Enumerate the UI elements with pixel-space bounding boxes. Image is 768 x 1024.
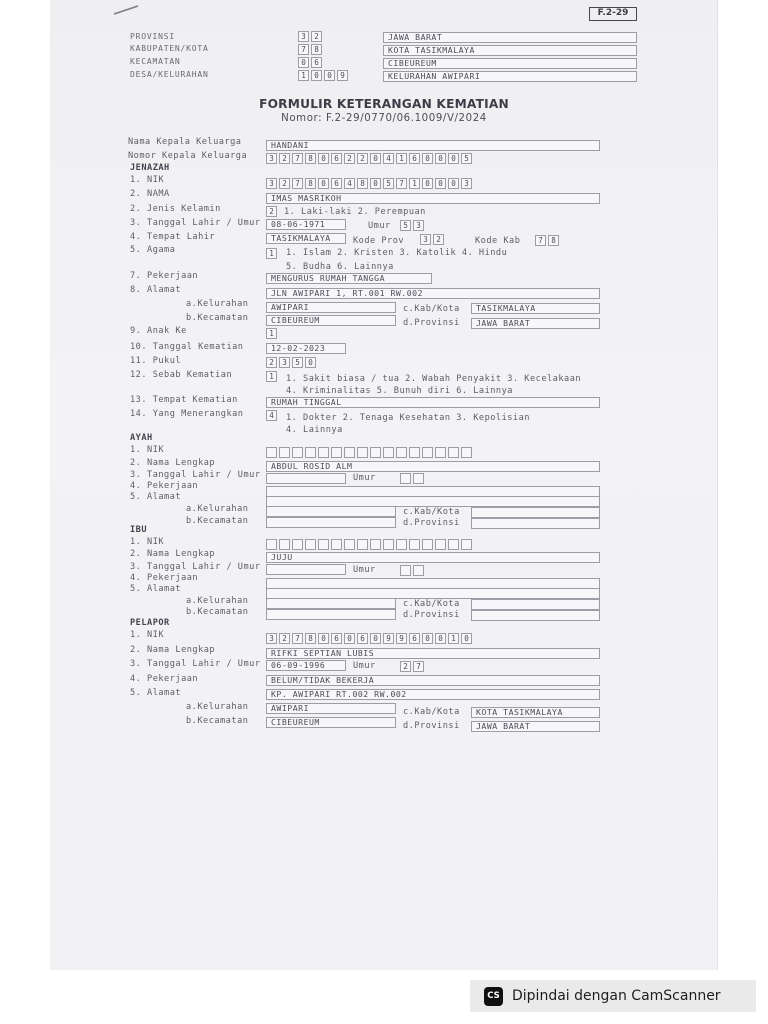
digit-box: 5 — [292, 357, 303, 368]
header-value-kecamatan: CIBEUREUM — [383, 58, 637, 69]
digit-box-empty — [292, 447, 303, 458]
digit-box-empty — [413, 473, 424, 484]
digit-box-empty — [331, 539, 342, 550]
value-ibu-kab — [471, 599, 600, 610]
digit-box: 1 — [409, 178, 420, 189]
label-jenis-kelamin: 2. Jenis Kelamin — [130, 204, 221, 214]
header-label-kecamatan: KECAMATAN — [130, 57, 181, 66]
value-ayah-kecamatan — [266, 517, 396, 528]
value-pelapor-nik — [266, 633, 474, 644]
value-pelapor-pekerjaan: BELUM/TIDAK BEKERJA — [266, 675, 600, 686]
pen-mark-icon — [112, 4, 140, 16]
digit-box: 9 — [337, 70, 348, 81]
digit-box: 7 — [298, 44, 309, 55]
label-ibu-kab: c.Kab/Kota — [403, 599, 460, 609]
label-ayah-provinsi: d.Provinsi — [403, 518, 460, 528]
value-pelapor-umur — [400, 661, 426, 672]
digit-box: 0 — [435, 178, 446, 189]
digit-box: 0 — [370, 178, 381, 189]
value-jenis-kelamin — [266, 206, 279, 217]
label-pelapor-ttl: 3. Tanggal Lahir / Umur — [130, 659, 261, 669]
header-code-desa — [298, 70, 350, 81]
value-sebab-kematian — [266, 371, 279, 382]
value-kode-prov — [420, 234, 446, 245]
label-ayah-kelurahan: a.Kelurahan — [186, 504, 249, 514]
label-kecamatan: b.Kecamatan — [186, 313, 249, 323]
digit-box: 0 — [344, 633, 355, 644]
digit-box-empty — [461, 539, 472, 550]
header-label-desa: DESA/KELURAHAN — [130, 70, 209, 79]
label-pelapor-umur: Umur — [353, 661, 376, 671]
header-value-provinsi: JAWA BARAT — [383, 32, 637, 43]
value-pelapor-nama: RIFKI SEPTIAN LUBIS — [266, 648, 600, 659]
digit-box: 8 — [305, 178, 316, 189]
header-value-desa: KELURAHAN AWIPARI — [383, 71, 637, 82]
digit-box: 2 — [433, 234, 444, 245]
label-ayah-alamat: 5. Alamat — [130, 492, 182, 502]
value-pelapor-alamat: KP. AWIPARI RT.002 RW.002 — [266, 689, 600, 700]
label-kab-kota: c.Kab/Kota — [403, 304, 460, 314]
digit-box: 3 — [279, 357, 290, 368]
digit-box-empty — [383, 539, 394, 550]
digit-box-empty — [422, 447, 433, 458]
label-ayah-kecamatan: b.Kecamatan — [186, 516, 249, 526]
value-ibu-kecamatan — [266, 609, 396, 620]
digit-box: 0 — [324, 70, 335, 81]
header-code-provinsi — [298, 31, 324, 42]
digit-box-empty — [357, 539, 368, 550]
value-ibu-umur — [400, 565, 426, 576]
digit-box-empty — [413, 565, 424, 576]
value-jenazah-umur — [400, 220, 426, 231]
camscanner-watermark — [470, 980, 756, 1012]
digit-box: 3 — [420, 234, 431, 245]
digit-box-empty — [305, 447, 316, 458]
digit-box-empty — [318, 447, 329, 458]
digit-box: 8 — [305, 153, 316, 164]
value-tempat-kematian: RUMAH TINGGAL — [266, 397, 600, 408]
digit-box: 0 — [318, 178, 329, 189]
form-title: FORMULIR KETERANGAN KEMATIAN — [259, 97, 509, 111]
digit-box: 6 — [311, 57, 322, 68]
digit-box: 6 — [409, 153, 420, 164]
digit-box: 2 — [311, 31, 322, 42]
value-yang-menerangkan — [266, 410, 279, 421]
digit-box: 2 — [279, 153, 290, 164]
digit-box: 0 — [311, 70, 322, 81]
digit-box: 2 — [266, 206, 277, 217]
value-jenazah-nik — [266, 178, 474, 189]
options-agama-2: 5. Budha 6. Lainnya — [286, 262, 394, 272]
digit-box-empty — [344, 539, 355, 550]
digit-box-empty — [435, 447, 446, 458]
value-jenazah-ttl: 08-06-1971 — [266, 219, 346, 230]
camscanner-text: Dipindai dengan CamScanner — [512, 988, 721, 1004]
digit-box-empty — [448, 447, 459, 458]
digit-box: 0 — [422, 633, 433, 644]
label-ibu-pekerjaan: 4. Pekerjaan — [130, 573, 199, 583]
digit-box: 4 — [344, 178, 355, 189]
value-anak-ke — [266, 328, 279, 339]
digit-box: 6 — [357, 633, 368, 644]
digit-box: 0 — [305, 357, 316, 368]
value-ayah-nik — [266, 447, 474, 458]
value-ibu-provinsi — [471, 610, 600, 621]
value-pelapor-ttl: 06-09-1996 — [266, 660, 346, 671]
value-nomor-kepala — [266, 153, 474, 164]
label-ayah-ttl: 3. Tanggal Lahir / Umur — [130, 470, 261, 480]
digit-box: 2 — [357, 153, 368, 164]
digit-box: 0 — [422, 153, 433, 164]
digit-box-empty — [292, 539, 303, 550]
digit-box: 8 — [357, 178, 368, 189]
label-pelapor-nik: 1. NIK — [130, 630, 165, 640]
options-sebab-2: 4. Kriminalitas 5. Bunuh diri 6. Lainnya — [286, 386, 513, 396]
label-pelapor-provinsi: d.Provinsi — [403, 721, 460, 731]
options-agama-1: 1. Islam 2. Kristen 3. Katolik 4. Hindu — [286, 248, 508, 258]
label-ibu-kecamatan: b.Kecamatan — [186, 607, 249, 617]
digit-box: 1 — [266, 328, 277, 339]
form-number: Nomor: F.2-29/0770/06.1009/V/2024 — [281, 113, 487, 124]
header-label-provinsi: PROVINSI — [130, 32, 175, 41]
digit-box: 5 — [461, 153, 472, 164]
label-yang-menerangkan: 14. Yang Menerangkan — [130, 409, 244, 419]
label-nomor-kepala: Nomor Kepala Keluarga — [128, 151, 248, 161]
digit-box: 0 — [461, 633, 472, 644]
label-pelapor-kelurahan: a.Kelurahan — [186, 702, 249, 712]
label-ayah-nama: 2. Nama Lengkap — [130, 458, 216, 468]
label-ibu-provinsi: d.Provinsi — [403, 610, 460, 620]
label-provinsi: d.Provinsi — [403, 318, 460, 328]
digit-box-empty — [400, 565, 411, 576]
digit-box-empty — [370, 539, 381, 550]
value-ayah-ttl — [266, 473, 346, 484]
digit-box-empty — [383, 447, 394, 458]
digit-box-empty — [318, 539, 329, 550]
label-jenazah-nama: 2. NAMA — [130, 189, 170, 199]
label-ibu-nama: 2. Nama Lengkap — [130, 549, 216, 559]
value-pukul — [266, 357, 318, 368]
digit-box-empty — [409, 447, 420, 458]
label-ibu-umur: Umur — [353, 565, 376, 575]
digit-box: 1 — [266, 248, 277, 259]
digit-box-empty — [279, 447, 290, 458]
value-kab-kota: TASIKMALAYA — [471, 303, 600, 314]
digit-box: 1 — [448, 633, 459, 644]
label-pelapor-kecamatan: b.Kecamatan — [186, 716, 249, 726]
digit-box: 2 — [279, 178, 290, 189]
digit-box: 5 — [400, 220, 411, 231]
value-ibu-nama: JUJU — [266, 552, 600, 563]
digit-box: 0 — [318, 153, 329, 164]
value-pekerjaan: MENGURUS RUMAH TANGGA — [266, 273, 432, 284]
section-ayah: AYAH — [130, 433, 153, 443]
label-tempat-lahir: 4. Tempat Lahir — [130, 232, 216, 242]
digit-box-empty — [422, 539, 433, 550]
digit-box: 0 — [435, 153, 446, 164]
digit-box: 6 — [409, 633, 420, 644]
label-ibu-ttl: 3. Tanggal Lahir / Umur — [130, 562, 261, 572]
digit-box: 1 — [396, 153, 407, 164]
section-jenazah: JENAZAH — [130, 163, 170, 173]
digit-box: 6 — [331, 178, 342, 189]
digit-box: 1 — [298, 70, 309, 81]
label-kelurahan: a.Kelurahan — [186, 299, 249, 309]
digit-box: 3 — [266, 178, 277, 189]
digit-box-empty — [357, 447, 368, 458]
camscanner-logo-icon: CS — [484, 987, 503, 1006]
header-label-kabupaten: KABUPATEN/KOTA — [130, 44, 209, 53]
label-alamat: 8. Alamat — [130, 285, 182, 295]
label-ayah-nik: 1. NIK — [130, 445, 165, 455]
value-kelurahan: AWIPARI — [266, 302, 396, 313]
digit-box: 2 — [266, 357, 277, 368]
header-code-kecamatan — [298, 57, 324, 68]
digit-box-empty — [370, 447, 381, 458]
value-ayah-provinsi — [471, 518, 600, 529]
digit-box-empty — [305, 539, 316, 550]
label-ayah-kab: c.Kab/Kota — [403, 507, 460, 517]
digit-box-empty — [331, 447, 342, 458]
value-tempat-lahir: TASIKMALAYA — [266, 233, 346, 244]
header-code-kabupaten — [298, 44, 324, 55]
digit-box: 8 — [548, 235, 559, 246]
digit-box: 6 — [331, 633, 342, 644]
label-sebab-kematian: 12. Sebab Kematian — [130, 370, 233, 380]
form-code-badge: F.2-29 — [589, 7, 637, 21]
label-pekerjaan: 7. Pekerjaan — [130, 271, 199, 281]
options-menerangkan-2: 4. Lainnya — [286, 425, 343, 435]
digit-box: 0 — [448, 153, 459, 164]
label-ibu-alamat: 5. Alamat — [130, 584, 182, 594]
digit-box-empty — [266, 447, 277, 458]
section-pelapor: PELAPOR — [130, 618, 170, 628]
digit-box: 2 — [400, 661, 411, 672]
label-ayah-pekerjaan: 4. Pekerjaan — [130, 481, 199, 491]
digit-box: 4 — [266, 410, 277, 421]
digit-box: 0 — [422, 178, 433, 189]
digit-box: 7 — [292, 153, 303, 164]
digit-box: 1 — [266, 371, 277, 382]
options-jenis-kelamin: 1. Laki-laki 2. Perempuan — [284, 207, 426, 217]
digit-box: 0 — [370, 633, 381, 644]
label-kode-prov: Kode Prov — [353, 236, 405, 246]
digit-box-empty — [396, 447, 407, 458]
label-pelapor-alamat: 5. Alamat — [130, 688, 182, 698]
value-pelapor-kecamatan: CIBEUREUM — [266, 717, 396, 728]
label-pelapor-nama: 2. Nama Lengkap — [130, 645, 216, 655]
digit-box-empty — [448, 539, 459, 550]
value-pelapor-kab: KOTA TASIKMALAYA — [471, 707, 600, 718]
digit-box: 7 — [535, 235, 546, 246]
options-sebab-1: 1. Sakit biasa / tua 2. Wabah Penyakit 3. Kecelakaan — [286, 374, 582, 384]
value-ayah-kab — [471, 507, 600, 518]
label-ibu-nik: 1. NIK — [130, 537, 165, 547]
label-jenazah-ttl: 3. Tanggal Lahir / Umur — [130, 218, 261, 228]
digit-box: 0 — [298, 57, 309, 68]
digit-box: 0 — [435, 633, 446, 644]
label-pelapor-pekerjaan: 4. Pekerjaan — [130, 674, 199, 684]
digit-box: 7 — [292, 633, 303, 644]
value-jenazah-nama: IMAS MASRIKOH — [266, 193, 600, 204]
value-alamat: JLN AWIPARI 1, RT.001 RW.002 — [266, 288, 600, 299]
label-pelapor-kab: c.Kab/Kota — [403, 707, 460, 717]
value-provinsi: JAWA BARAT — [471, 318, 600, 329]
digit-box: 8 — [311, 44, 322, 55]
label-anak-ke: 9. Anak Ke — [130, 326, 187, 336]
digit-box: 7 — [396, 178, 407, 189]
digit-box-empty — [400, 473, 411, 484]
digit-box: 0 — [318, 633, 329, 644]
digit-box: 6 — [331, 153, 342, 164]
value-ayah-kelurahan — [266, 506, 396, 517]
digit-box: 3 — [298, 31, 309, 42]
digit-box: 7 — [292, 178, 303, 189]
digit-box-empty — [409, 539, 420, 550]
digit-box-empty — [396, 539, 407, 550]
digit-box: 8 — [305, 633, 316, 644]
value-nama-kepala: HANDANI — [266, 140, 600, 151]
digit-box-empty — [266, 539, 277, 550]
value-pelapor-provinsi: JAWA BARAT — [471, 721, 600, 732]
value-ibu-kelurahan — [266, 598, 396, 609]
label-ibu-kelurahan: a.Kelurahan — [186, 596, 249, 606]
options-menerangkan-1: 1. Dokter 2. Tenaga Kesehatan 3. Kepolisian — [286, 413, 530, 423]
digit-box: 5 — [383, 178, 394, 189]
label-kode-kab: Kode Kab — [475, 236, 521, 246]
value-ayah-umur — [400, 473, 426, 484]
value-agama — [266, 248, 279, 259]
label-agama: 5. Agama — [130, 245, 176, 255]
digit-box: 3 — [461, 178, 472, 189]
digit-box: 4 — [383, 153, 394, 164]
label-nama-kepala: Nama Kepala Keluarga — [128, 137, 242, 147]
digit-box: 0 — [448, 178, 459, 189]
label-jenazah-nik: 1. NIK — [130, 175, 165, 185]
header-value-kabupaten: KOTA TASIKMALAYA — [383, 45, 637, 56]
label-jenazah-umur: Umur — [368, 221, 391, 231]
value-kode-kab — [535, 235, 561, 246]
digit-box-empty — [435, 539, 446, 550]
label-pukul: 11. Pukul — [130, 356, 182, 366]
digit-box: 0 — [370, 153, 381, 164]
digit-box: 9 — [396, 633, 407, 644]
digit-box-empty — [279, 539, 290, 550]
digit-box-empty — [344, 447, 355, 458]
section-ibu: IBU — [130, 525, 148, 535]
digit-box: 2 — [279, 633, 290, 644]
digit-box: 2 — [344, 153, 355, 164]
digit-box: 3 — [266, 153, 277, 164]
digit-box: 9 — [383, 633, 394, 644]
digit-box: 3 — [413, 220, 424, 231]
value-ibu-ttl — [266, 564, 346, 575]
value-tanggal-kematian: 12-02-2023 — [266, 343, 346, 354]
value-ayah-nama: ABDUL ROSID ALM — [266, 461, 600, 472]
digit-box-empty — [461, 447, 472, 458]
value-pelapor-kelurahan: AWIPARI — [266, 703, 396, 714]
value-ibu-nik — [266, 539, 474, 550]
label-tempat-kematian: 13. Tempat Kematian — [130, 395, 238, 405]
digit-box: 7 — [413, 661, 424, 672]
digit-box: 3 — [266, 633, 277, 644]
value-kecamatan: CIBEUREUM — [266, 315, 396, 326]
label-ayah-umur: Umur — [353, 473, 376, 483]
label-tanggal-kematian: 10. Tanggal Kematian — [130, 342, 244, 352]
